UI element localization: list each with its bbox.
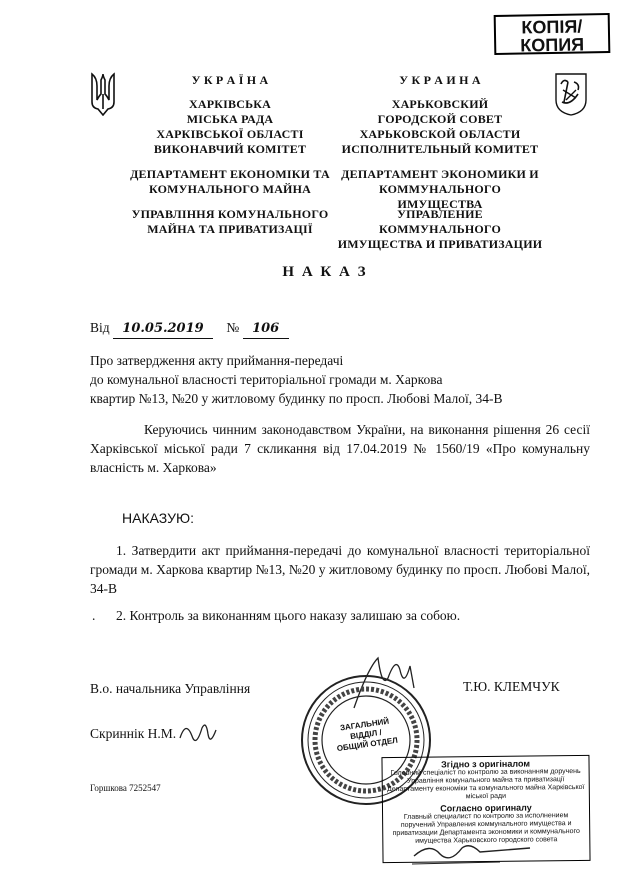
cert-title-ru: Согласно оригиналу — [440, 802, 532, 814]
header-department-ua: ДЕПАРТАМЕНТ ЕКОНОМІКИ ТА КОМУНАЛЬНОГО МАЙНА — [130, 167, 330, 196]
order-item-1: 1. Затвердити акт приймання-передачі до комунальної власності територіальної громади м. Харкова квартир №13, №20 у житловому будинку по просп. Любові Малої, 34-В — [90, 543, 590, 596]
header-administration-ru: УПРАВЛЕНИЕ КОММУНАЛЬНОГО ИМУЩЕСТВА И ПРИВАТИЗАЦИИ — [337, 207, 543, 251]
cert-title-ua: Згідно з оригіналом — [441, 758, 531, 770]
preamble-paragraph: Керуючись чинним законодавством України, на виконання рішення 26 сесії Харківської міської ради 7 скликання від 17.04.2019 № 1560/19 «Про комунальну власність м. Харкова» — [90, 422, 590, 475]
round-seal-center-text: ЗАГАЛЬНИЙ ВІДДІЛ / ОБЩИЙ ОТДЕЛ — [336, 716, 399, 754]
order-item-2-marker: . — [92, 608, 96, 623]
copy-stamp: КОПІЯ/ КОПИЯ — [494, 13, 611, 55]
signatory-name: Т.Ю. КЛЕМЧУК — [463, 679, 560, 694]
date-from-label: Від — [90, 320, 110, 335]
signatory-position: В.о. начальника Управління — [90, 681, 251, 696]
approver-signature — [176, 718, 220, 752]
kharkiv-coat-of-arms-icon — [554, 72, 588, 116]
order-word: НАКАЗУЮ: — [122, 510, 195, 526]
order-item-2: 2. Контроль за виконанням цього наказу залишаю за собою. — [116, 608, 461, 623]
certification-signature — [410, 838, 560, 866]
executor-note: Горшкова 7252547 — [90, 783, 161, 793]
header-council-ru: ХАРЬКОВСКИЙ ГОРОДСКОЙ СОВЕТ ХАРЬКОВСКОЙ ОБЛАСТИ ИСПОЛНИТЕЛЬНЫЙ КОМИТЕТ — [341, 97, 539, 156]
cert-text-ua: Головний спеціаліст по контролю за виконанням доручень Управління комунального майна та приватизації Департаменту економіки та комунального майна Харківської міської ради — [387, 768, 585, 801]
document-date: 10.05.2019 — [113, 319, 213, 339]
date-line — [90, 318, 350, 340]
header-council-ua: ХАРКІВСЬКА МІСЬКА РАДА ХАРКІВСЬКОЇ ОБЛАСТІ ВИКОНАВЧИЙ КОМІТЕТ — [153, 97, 307, 156]
document-subject: Про затвердження акту приймання-передачі до комунальної власності територіальної громади м. Харкова квартир №13, №20 у житловому будинку по просп. Любові Малої, 34-В — [90, 353, 503, 406]
header-country-ua: У К Р А Ї Н А — [191, 73, 269, 87]
header-country-ru: У К Р А И Н А — [399, 73, 481, 87]
header-administration-ua: УПРАВЛІННЯ КОМУНАЛЬНОГО МАЙНА ТА ПРИВАТИЗАЦІЇ — [131, 207, 329, 236]
document-title: Н А К А З — [282, 264, 368, 280]
header-department-ru: ДЕПАРТАМЕНТ ЭКОНОМИКИ И КОММУНАЛЬНОГО ИМУЩЕСТВА — [341, 167, 539, 211]
approver-name: Скриннік Н.М. — [90, 726, 177, 741]
cert-text-ru: Главный специалист по контролю за исполнением поручений Управления коммунального имущества и приватизации Департамента экономики и коммунального имущества Харьковского городского совета — [392, 812, 580, 845]
trident-emblem-icon — [90, 72, 116, 116]
document-number: 106 — [243, 319, 289, 339]
document-number-label: № — [226, 320, 240, 335]
